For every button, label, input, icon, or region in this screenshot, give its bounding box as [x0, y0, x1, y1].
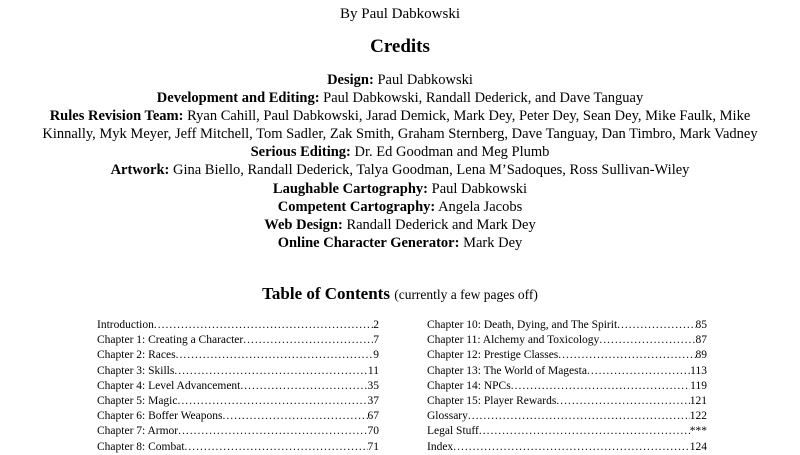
- credit-line: [40, 143, 760, 161]
- toc-leader: [178, 424, 367, 439]
- toc-entry: [97, 348, 379, 363]
- byline: By Paul Dabkowski: [340, 6, 460, 22]
- credit-names: Mark Dey: [463, 234, 523, 251]
- credit-role: Competent Cartography:: [277, 198, 436, 215]
- toc-entry-page: 35: [367, 379, 379, 392]
- toc-entry-title: Chapter 3: Skills: [97, 364, 175, 377]
- toc-leader: [177, 394, 367, 409]
- toc-entry-page: 11: [367, 364, 379, 377]
- toc-entry-title: Chapter 4: Level Advancement: [97, 379, 241, 392]
- toc-leader: [185, 440, 368, 455]
- toc-entry-title: Chapter 5: Magic: [97, 395, 178, 408]
- toc-entry-page: 71: [367, 440, 379, 453]
- toc-entry-page: 85: [695, 319, 707, 331]
- toc-entry: [97, 440, 379, 455]
- toc-entry: [97, 409, 379, 424]
- credit-names: Paul Dabkowski, Randall Dederick, and Dave Tanguay: [323, 90, 644, 107]
- toc-leader: [468, 409, 690, 424]
- toc-entry: [427, 348, 707, 363]
- toc-entry-page: 121: [689, 395, 707, 408]
- toc-entry: [97, 379, 379, 394]
- toc-leader: [511, 379, 690, 394]
- toc-leader: [176, 348, 374, 363]
- toc-entry-title: Chapter 14: NPCs: [427, 379, 511, 392]
- credit-role: Laughable Cartography:: [272, 180, 428, 197]
- toc-leader: [479, 424, 690, 439]
- toc-entry-page: 9: [373, 349, 379, 362]
- toc-leader: [243, 333, 373, 348]
- toc-leader: [453, 440, 690, 455]
- credit-line: [40, 161, 760, 179]
- toc-leader: [556, 394, 689, 409]
- toc-entry-title: Index: [427, 440, 454, 453]
- toc-leader: [222, 409, 367, 424]
- toc-entry: [427, 364, 707, 379]
- credit-role: Artwork:: [110, 162, 170, 179]
- toc-entry-page: 87: [695, 334, 707, 347]
- toc-leader: [174, 364, 368, 379]
- toc-entry-title: Chapter 10: Death, Dying, and The Spirit: [427, 319, 618, 331]
- credit-names: Paul Dabkowski: [431, 180, 528, 197]
- toc-entry-title: Introduction: [97, 319, 154, 331]
- toc-entry: [97, 424, 379, 439]
- toc-right-column: [427, 318, 707, 455]
- toc-entry-page: 89: [695, 349, 707, 362]
- toc-heading: Table of Contents: [262, 284, 390, 303]
- toc-leader: [240, 379, 367, 394]
- toc-entry-title: Chapter 13: The World of Magesta: [427, 364, 587, 377]
- toc-entry-title: Chapter 12: Prestige Classes: [427, 349, 559, 362]
- credit-names: Gina Biello, Randall Dederick, Talya Goodman, Lena M’Sadoques, Ross Sullivan-Wiley: [173, 162, 690, 179]
- toc-entry-page: 7: [373, 334, 379, 347]
- credit-line: [40, 234, 760, 252]
- toc-entry: [97, 364, 379, 379]
- credit-role: Rules Revision Team:: [49, 108, 184, 125]
- toc-entry: [427, 318, 707, 333]
- toc-entry-title: Chapter 6: Boffer Weapons: [97, 410, 223, 423]
- toc-leader: [154, 318, 373, 333]
- credit-line: [40, 198, 760, 216]
- toc-entry-page: ***: [689, 425, 707, 438]
- toc-leader: [587, 364, 690, 379]
- toc-entry-page: 2: [373, 319, 379, 331]
- toc-entry-page: 67: [367, 410, 379, 423]
- toc-entry-page: 124: [689, 440, 707, 453]
- toc-entry-title: Chapter 1: Creating a Character: [97, 334, 244, 347]
- credit-line: [40, 180, 760, 198]
- credit-role: Design:: [327, 72, 374, 88]
- credits-heading: Credits: [370, 36, 430, 57]
- toc-entry: [97, 394, 379, 409]
- toc-entry: [97, 333, 379, 348]
- credit-names: Angela Jacobs: [438, 198, 523, 215]
- toc-leader: [617, 318, 695, 333]
- credit-names: Ryan Cahill, Paul Dabkowski, Jarad Demick, Mark Dey, Peter Dey, Sean Dey, Mike Faulk, Mike Kinnally, Myk Meyer, Jeff Mitchell, Tom Sadler, Zak Smith, Graham Sternberg, Dave Tanguay, Dan Timbro, Mark Vadney: [42, 108, 758, 143]
- toc-entry-title: Chapter 8: Combat: [97, 440, 185, 453]
- toc-entry-title: Chapter 7: Armor: [97, 425, 179, 438]
- toc-entry-page: 70: [367, 425, 379, 438]
- toc-leader: [599, 333, 695, 348]
- credit-names: Randall Dederick and Mark Dey: [346, 216, 536, 233]
- credit-role: Serious Editing:: [250, 144, 351, 161]
- toc-entry-title: Chapter 15: Player Rewards: [427, 395, 557, 408]
- toc-title: [0, 284, 800, 304]
- toc-entry-title: Glossary: [427, 410, 468, 423]
- toc-entry: [427, 394, 707, 409]
- toc-entry: [427, 424, 707, 439]
- credit-role: Development and Editing:: [156, 90, 320, 107]
- toc-entry-title: Chapter 11: Alchemy and Toxicology: [427, 334, 600, 347]
- toc-entry-page: 119: [690, 379, 707, 392]
- toc-entry: [427, 409, 707, 424]
- credit-names: Dr. Ed Goodman and Meg Plumb: [354, 144, 550, 161]
- toc-entry-title: Legal Stuff: [427, 425, 479, 438]
- credit-line: [40, 216, 760, 234]
- toc-left-column: [97, 318, 379, 455]
- toc-entry: [427, 333, 707, 348]
- toc-entry: [97, 318, 379, 333]
- credits-list: [40, 71, 760, 252]
- toc-entry-page: 113: [690, 364, 707, 377]
- credit-names: Paul Dabkowski: [377, 72, 473, 88]
- credit-line: [40, 71, 760, 89]
- credit-role: Web Design:: [264, 216, 343, 233]
- credit-line: [40, 107, 760, 143]
- toc-entry-page: 122: [689, 410, 707, 423]
- credit-role: Online Character Generator:: [277, 234, 460, 251]
- toc-leader: [558, 348, 695, 363]
- toc-entry-page: 37: [367, 395, 379, 408]
- toc-entry-title: Chapter 2: Races: [97, 349, 176, 362]
- toc-entry: [427, 379, 707, 394]
- credit-line: [40, 89, 760, 107]
- toc-entry: [427, 440, 707, 455]
- toc-note: (currently a few pages off): [394, 287, 538, 302]
